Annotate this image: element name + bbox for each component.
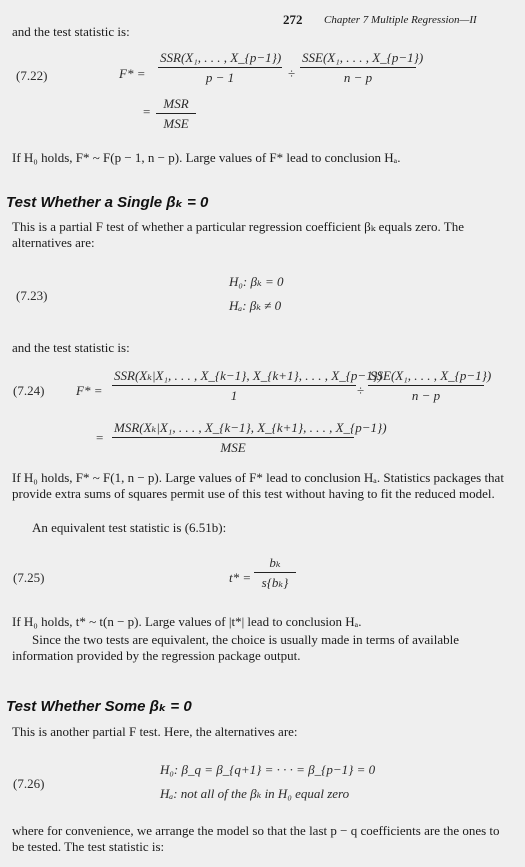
numerator: bₖ xyxy=(269,555,281,570)
test-statistic-text: and the test statistic is: xyxy=(12,340,130,355)
equation-label: (7.24) xyxy=(13,383,45,398)
divide-sign: ÷ xyxy=(357,383,365,398)
fraction-msr-mse xyxy=(156,96,196,132)
denominator: MSE xyxy=(220,440,246,455)
equation-label: (7.25) xyxy=(13,570,45,585)
t-conclusion-text: If H₀ holds, t* ~ t(n − p). Large values of |t*| lead to conclusion Hₐ. xyxy=(12,614,362,629)
denominator: 1 xyxy=(230,388,238,403)
numerator: SSE(X₁, . . . , X_{p−1}) xyxy=(302,50,424,65)
equation-label: (7.26) xyxy=(13,776,45,791)
fraction-bar xyxy=(368,385,484,386)
equation-label: (7.23) xyxy=(16,288,48,303)
fraction-sse xyxy=(300,50,424,86)
denominator: MSE xyxy=(163,116,189,131)
alternative-hypothesis: Hₐ: βₖ ≠ 0 xyxy=(229,298,282,313)
section-intro-text: This is a partial F test of whether a particular regression coefficient βₖ equals zero. The alternatives are: xyxy=(12,219,464,250)
equation-lhs: F* = xyxy=(119,66,146,81)
fraction-ssr-extra xyxy=(112,368,383,404)
denominator: n − p xyxy=(411,388,441,403)
equation-lhs: t* = xyxy=(229,570,252,585)
equivalent-statistic-text: An equivalent test statistic is (6.51b): xyxy=(32,520,227,535)
equation-lhs: F* = xyxy=(76,383,103,398)
fraction-t-statistic xyxy=(254,555,296,591)
null-hypothesis: H₀: β_q = β_{q+1} = · · · = β_{p−1} = 0 xyxy=(160,762,376,777)
page-number: 272 xyxy=(283,12,303,27)
fraction-ssr xyxy=(158,50,282,86)
fraction-bar xyxy=(112,437,354,438)
equation-label: (7.22) xyxy=(16,68,48,83)
fraction-sse xyxy=(368,368,492,404)
section-heading: Test Whether Some βₖ = 0 xyxy=(6,698,192,715)
denominator: p − 1 xyxy=(205,70,235,85)
section-heading: Test Whether a Single βₖ = 0 xyxy=(6,194,209,211)
arrangement-text: where for convenience, we arrange the model so that the last p − q coefficients are the ones to be tested. The test statistic is: xyxy=(12,823,500,854)
numerator: MSR(Xₖ|X₁, . . . , X_{k−1}, X_{k+1}, . . . , X_{p−1}) xyxy=(114,420,387,435)
numerator: SSR(Xₖ|X₁, . . . , X_{k−1}, X_{k+1}, . . . , X_{p−1}) xyxy=(114,368,383,383)
denominator: s{bₖ} xyxy=(261,575,289,590)
conclusion-text: If H₀ holds, F* ~ F(p − 1, n − p). Large values of F* lead to conclusion Hₐ. xyxy=(12,150,401,165)
divide-sign: ÷ xyxy=(288,66,296,81)
numerator: SSE(X₁, . . . , X_{p−1}) xyxy=(370,368,492,383)
equals-sign: = xyxy=(96,430,104,445)
statistics-packages-text: If H₀ holds, F* ~ F(1, n − p). Large values of F* lead to conclusion Hₐ. Statistics packages that provide extra sums of squares permit use of this test without having to fit the reduced model. xyxy=(12,470,504,501)
fraction-bar xyxy=(112,385,356,386)
numerator: MSR xyxy=(163,96,189,111)
fraction-bar xyxy=(158,67,282,68)
fraction-bar xyxy=(300,67,416,68)
alternative-hypothesis: Hₐ: not all of the βₖ in H₀ equal zero xyxy=(160,786,350,801)
fraction-bar xyxy=(156,113,196,114)
chapter-running-head: Chapter 7 Multiple Regression—II xyxy=(324,14,477,26)
denominator: n − p xyxy=(343,70,373,85)
section-intro-text: This is another partial F test. Here, the alternatives are: xyxy=(12,724,298,739)
numerator: SSR(X₁, . . . , X_{p−1}) xyxy=(160,50,282,65)
equivalence-text: Since the two tests are equivalent, the choice is usually made in terms of available information provided by the regression package output. xyxy=(12,632,460,663)
null-hypothesis: H₀: βₖ = 0 xyxy=(229,274,284,289)
equals-sign: = xyxy=(143,104,151,119)
fraction-bar xyxy=(254,572,296,573)
intro-text: and the test statistic is: xyxy=(12,24,130,39)
fraction-msr-mse xyxy=(112,420,387,456)
